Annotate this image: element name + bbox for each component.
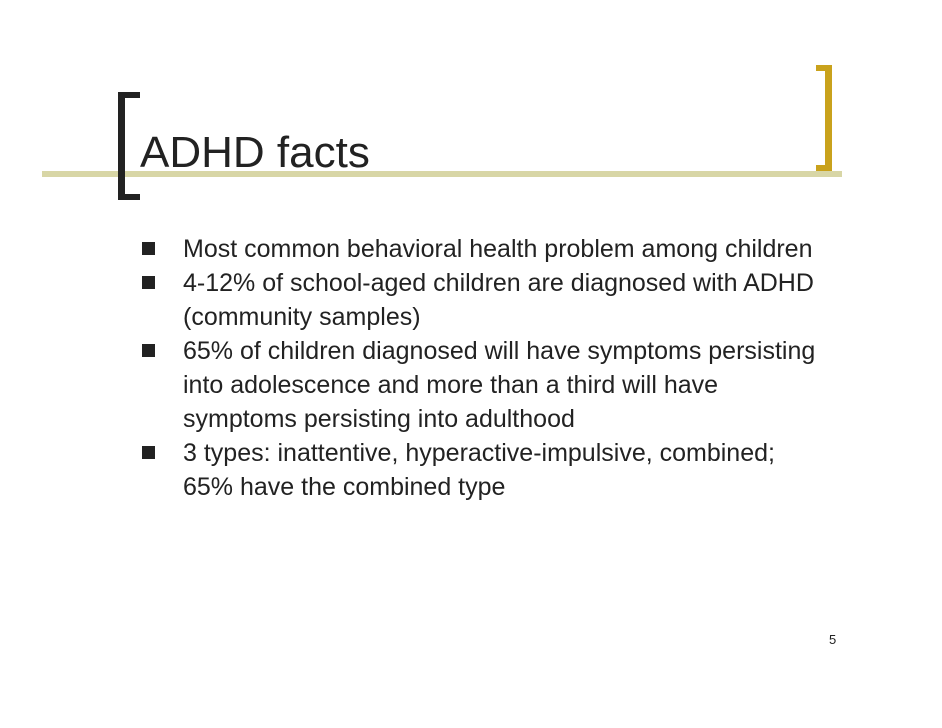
page-number: 5 [829, 632, 837, 647]
bullet-item [140, 436, 830, 504]
bullet-item [140, 334, 830, 436]
slide-title: ADHD facts [140, 128, 370, 177]
bullet-item [140, 266, 830, 334]
bullet-text: 65% of children diagnosed will have symptoms persisting into adolescence and more than a third will have symptoms persisting into adulthood [183, 337, 816, 433]
right-bracket-icon [816, 65, 832, 171]
square-bullet-icon [142, 242, 155, 255]
bullet-text: 3 types: inattentive, hyperactive-impulsive, combined; 65% have the combined type [183, 439, 775, 501]
square-bullet-icon [142, 276, 155, 289]
left-bracket-icon [118, 92, 140, 200]
bullet-list [140, 232, 830, 504]
square-bullet-icon [142, 344, 155, 357]
bullet-text: 4-12% of school-aged children are diagnosed with ADHD (community samples) [183, 269, 814, 331]
square-bullet-icon [142, 446, 155, 459]
bullet-text: Most common behavioral health problem among children [183, 235, 813, 263]
bullet-item [140, 232, 830, 266]
